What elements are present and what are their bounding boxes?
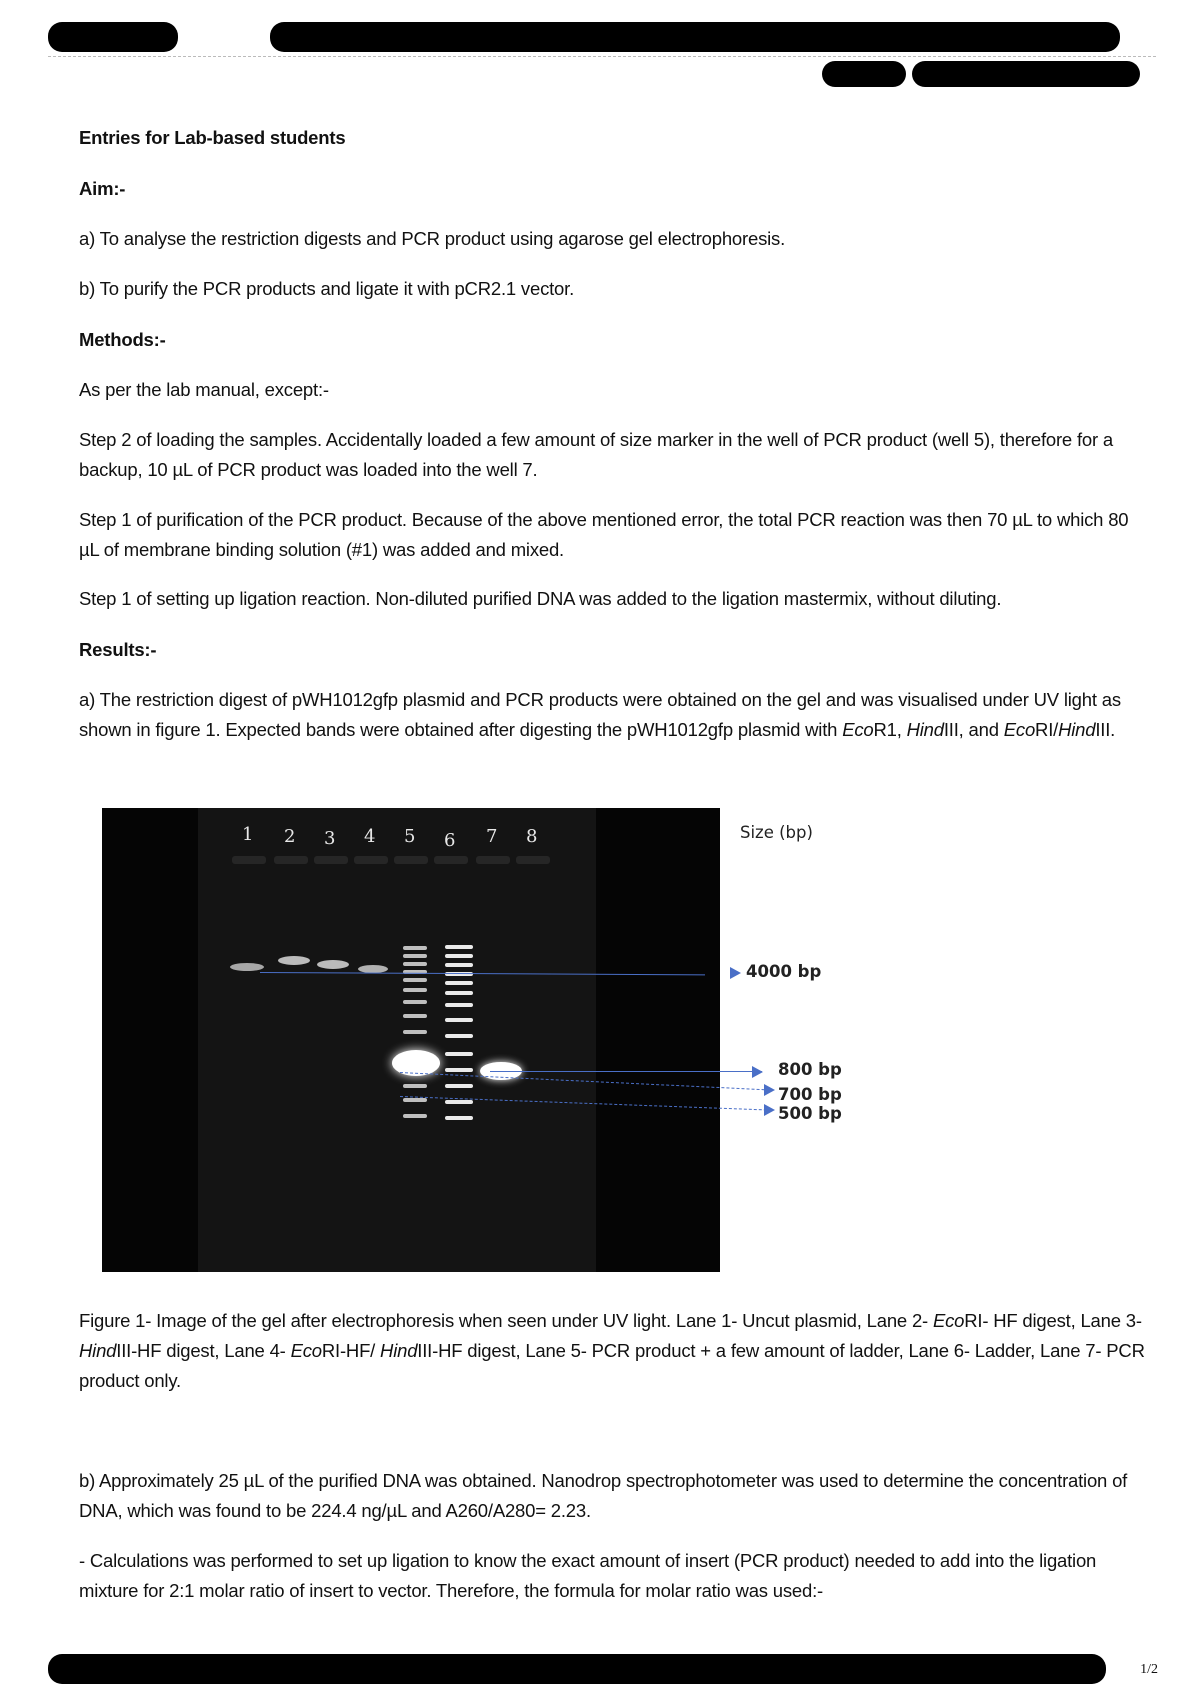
ladder-band (445, 945, 473, 949)
gel-band-lane3 (317, 960, 349, 969)
marker-label-4000: 4000 bp (746, 962, 822, 981)
ladder-band (403, 1098, 427, 1102)
method-step-ligation: Step 1 of setting up ligation reaction. Non-diluted purified DNA was added to the ligation mastermix, without diluting. (79, 588, 1002, 609)
lane-number: 4 (364, 826, 376, 847)
page-number: 1/2 (1140, 1662, 1158, 1677)
aim-a: a) To analyse the restriction digests and PCR product using agarose gel electrophoresis. (79, 228, 786, 249)
redacted-header-right-a (822, 61, 906, 87)
caption-text-3: III-HF digest, Lane 4- (116, 1340, 291, 1361)
lane-number: 8 (526, 826, 538, 847)
aim-b: b) To purify the PCR products and ligate it with pCR2.1 vector. (79, 278, 575, 299)
marker-arrow-800-icon (752, 1066, 763, 1078)
ladder-band (445, 954, 473, 958)
redacted-header-title (270, 22, 1120, 52)
redacted-header-right-b (912, 61, 1140, 87)
results-a (79, 685, 1149, 745)
results-b: b) Approximately 25 µL of the purified DNA was obtained. Nanodrop spectrophotometer was used to determine the concentration of DNA, which was found to be 224.4 ng/µL and A260/A280= 2.23. (79, 1470, 1128, 1521)
results-heading: Results:- (79, 639, 157, 660)
results-a-eco2: Eco (1003, 719, 1036, 740)
gel-band-lane2 (278, 956, 310, 965)
aim-heading: Aim:- (79, 178, 126, 199)
size-label: Size (bp) (740, 823, 813, 842)
ladder-band (445, 1003, 473, 1007)
results-a-t3: RI/ (1035, 719, 1059, 740)
well (314, 856, 348, 864)
gel-image (102, 808, 720, 1272)
caption-text-1: Figure 1- Image of the gel after electrophoresis when seen under UV light. Lane 1- Uncut plasmid, Lane 2- (79, 1310, 933, 1331)
ladder-band (403, 1000, 427, 1004)
well (516, 856, 550, 864)
marker-arrow-4000-icon (730, 967, 741, 979)
caption-hind2: Hind (380, 1340, 418, 1361)
results-a-hind2: Hind (1058, 719, 1096, 740)
well (274, 856, 308, 864)
results-a-t2: III, and (943, 719, 1004, 740)
ladder-band (403, 988, 427, 992)
caption-text-2: RI- HF digest, Lane 3- (964, 1310, 1142, 1331)
ladder-band (445, 1116, 473, 1120)
gel-band-lane1 (230, 963, 264, 971)
header-divider (48, 56, 1156, 57)
ladder-band (445, 1100, 473, 1104)
method-step-loading: Step 2 of loading the samples. Accidentally loaded a few amount of size marker in the well of PCR product (well 5), therefore for a backup, 10 µL of PCR product was loaded into the well 7. (79, 429, 1113, 480)
well (434, 856, 468, 864)
results-a-hind1: Hind (906, 719, 944, 740)
marker-label-500: 500 bp (778, 1104, 842, 1123)
calculations: - Calculations was performed to set up ligation to know the exact amount of insert (PCR product) needed to add into the ligation mixture for 2:1 molar ratio of insert to vector. Therefore, the formula for molar ratio was used:- (79, 1550, 1097, 1601)
ladder-band (445, 991, 473, 995)
ladder-band (445, 1018, 473, 1022)
well (394, 856, 428, 864)
results-a-eco1: Eco (842, 719, 874, 740)
marker-label-800: 800 bp (778, 1060, 842, 1079)
ladder-band (403, 954, 427, 958)
marker-arrow-500-icon (764, 1104, 775, 1116)
ladder-band (445, 1034, 473, 1038)
lane-number: 6 (444, 830, 456, 851)
results-a-t4: III. (1095, 719, 1116, 740)
ladder-band (403, 978, 427, 982)
ladder-band (403, 946, 427, 950)
ladder-band (445, 981, 473, 985)
redacted-footer (48, 1654, 1106, 1684)
caption-eco2: Eco (290, 1340, 322, 1361)
ladder-band (445, 1084, 473, 1088)
ladder-band (445, 1052, 473, 1056)
lane-number: 1 (242, 824, 254, 845)
figure-caption (79, 1306, 1149, 1396)
lane-number: 3 (324, 828, 336, 849)
methods-intro: As per the lab manual, except:- (79, 379, 329, 400)
ladder-band (403, 1114, 427, 1118)
ladder-band (403, 1014, 427, 1018)
caption-eco1: Eco (932, 1310, 965, 1331)
results-a-t1: R1, (873, 719, 907, 740)
ladder-band (445, 1068, 473, 1072)
ladder-band (403, 962, 427, 966)
ladder-band (403, 1030, 427, 1034)
ladder-band (403, 1084, 427, 1088)
marker-line-800 (490, 1071, 762, 1072)
lane-number: 7 (486, 826, 498, 847)
page-heading: Entries for Lab-based students (79, 127, 346, 148)
methods-heading: Methods:- (79, 329, 166, 350)
lane-number: 2 (284, 826, 296, 847)
marker-arrow-700-icon (764, 1084, 775, 1096)
marker-label-700: 700 bp (778, 1085, 842, 1104)
ladder-band (445, 963, 473, 967)
well (354, 856, 388, 864)
redacted-header-left (48, 22, 178, 52)
well (232, 856, 266, 864)
caption-text-5: III-HF digest, Lane 5- PCR product + a few amount of ladder, Lane 6- Ladder, Lane 7- PCR product only. (79, 1340, 1145, 1391)
method-step-purification: Step 1 of purification of the PCR product. Because of the above mentioned error, the total PCR reaction was then 70 µL to which 80 µL of membrane binding solution (#1) was added and mixed. (79, 509, 1129, 560)
lane-number: 5 (404, 826, 416, 847)
caption-hind1: Hind (79, 1340, 117, 1361)
well (476, 856, 510, 864)
caption-text-4: RI-HF/ (321, 1340, 381, 1361)
gel-lanes-area (198, 808, 596, 1272)
results-a-text: a) The restriction digest of pWH1012gfp plasmid and PCR products were obtained on the gel and was visualised under UV light as shown in figure 1. Expected bands were obtained after digesting the pWH1012gfp plasmid with (79, 689, 1121, 740)
